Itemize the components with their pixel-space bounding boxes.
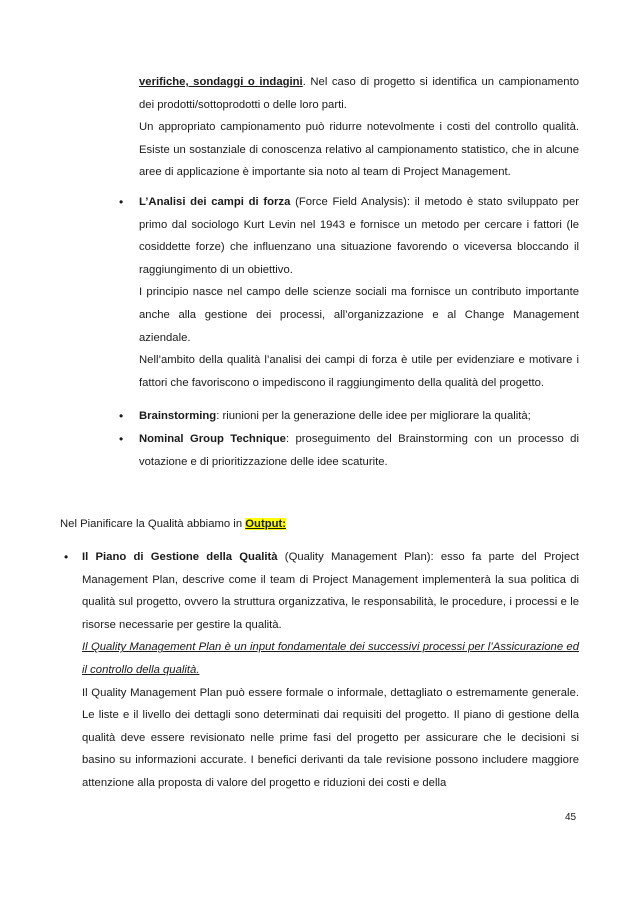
bullet-term: Il Piano di Gestione della Qualità [82, 551, 278, 563]
bullet-paragraph-2: I principio nasce nel campo delle scienze sociali ma fornisce un contributo importante anche alla gestione dei processi, all’organizzazione e al Change Management aziendale. [139, 286, 579, 344]
bullet-dot-icon: • [119, 409, 124, 423]
bullet-text: : proseguimento del Brainstorming con un processo di votazione e di prioritizzazione delle idee scaturite. [139, 433, 579, 468]
output-highlight: Output: [245, 518, 287, 530]
output-prefix: Nel Pianificare la Qualità abbiamo in [60, 518, 246, 530]
bullet-text: (Quality Management Plan): esso fa parte del Project Management Plan, descrive come il team di Project Management implementerà la sua politica di qualità sul progetto, ovvero la struttura organizzativa, le responsabilità, le procedure, i processi e le risorse necessarie per gestire la qualità. [82, 551, 580, 631]
intro-text: . Nel caso di progetto si identifica un campionamento dei prodotti/sottoprodotti o delle loro parti. [139, 76, 580, 111]
bullet-term: Brainstorming [139, 410, 217, 422]
bullet-nominal-group [119, 428, 579, 473]
bullet-text: : riunioni per la generazione delle idee per migliorare la qualità; [216, 410, 531, 422]
bullet-term: Nominal Group Technique [139, 433, 286, 445]
bullet-dot-icon: • [119, 195, 124, 209]
bullet-quality-plan [64, 546, 579, 795]
bullet-paragraph-3: Nell’ambito della qualità l’analisi dei campi di forza è utile per evidenziare e motivare i fattori che favoriscono o impediscono il raggiungimento della qualità del progetto. [139, 354, 579, 389]
bullet-term: L’Analisi dei campi di forza [139, 196, 291, 208]
bullet-text: (Force Field Analysis): il metodo è stato sviluppato per primo dal sociologo Kurt Levin nel 1943 e fornisce un metodo per cercare i fattori (le cosiddette forze) che influenzano una situazione favorendo o viceversa bloccando il raggiungimento di un obiettivo. [139, 196, 580, 276]
output-line [60, 513, 286, 536]
bullet-paragraph-3: Il Quality Management Plan può essere formale o informale, dettagliato o estremamente generale. Le liste e il livello dei dettagli sono determinati dai requisiti del progetto. Il piano di gestione della qualità deve essere revisionato nelle prime fasi del progetto per assicurare che le decisioni si basino su informazioni accurate. I benefici derivanti da tale revisione possono includere maggiore attenzione alla proposta di valore del progetto e riduzioni dei costi e della [82, 686, 579, 789]
bullet-dot-icon: • [64, 550, 69, 564]
bullet-brainstorming [119, 405, 579, 428]
italic-note: Il Quality Management Plan è un input fondamentale dei successivi processi per l’Assicurazione ed il controllo della qualità. [82, 641, 579, 676]
intro-block [139, 71, 579, 184]
intro-paragraph-1 [139, 71, 579, 116]
bullet-dot-icon: • [119, 432, 124, 446]
bold-term: verifiche, sondaggi o indagini [139, 76, 303, 88]
intro-paragraph-2: Un appropriato campionamento può ridurre notevolmente i costi del controllo qualità. Esiste un sostanziale di conoscenza relativo al campionamento statistico, che in alcune aree di applicazione è importante sia noto al team di Project Management. [139, 121, 579, 179]
bullet-paragraph [139, 191, 579, 281]
bullet-force-field [119, 191, 579, 394]
bullet-paragraph [82, 546, 579, 636]
page-number: 45 [565, 812, 577, 823]
